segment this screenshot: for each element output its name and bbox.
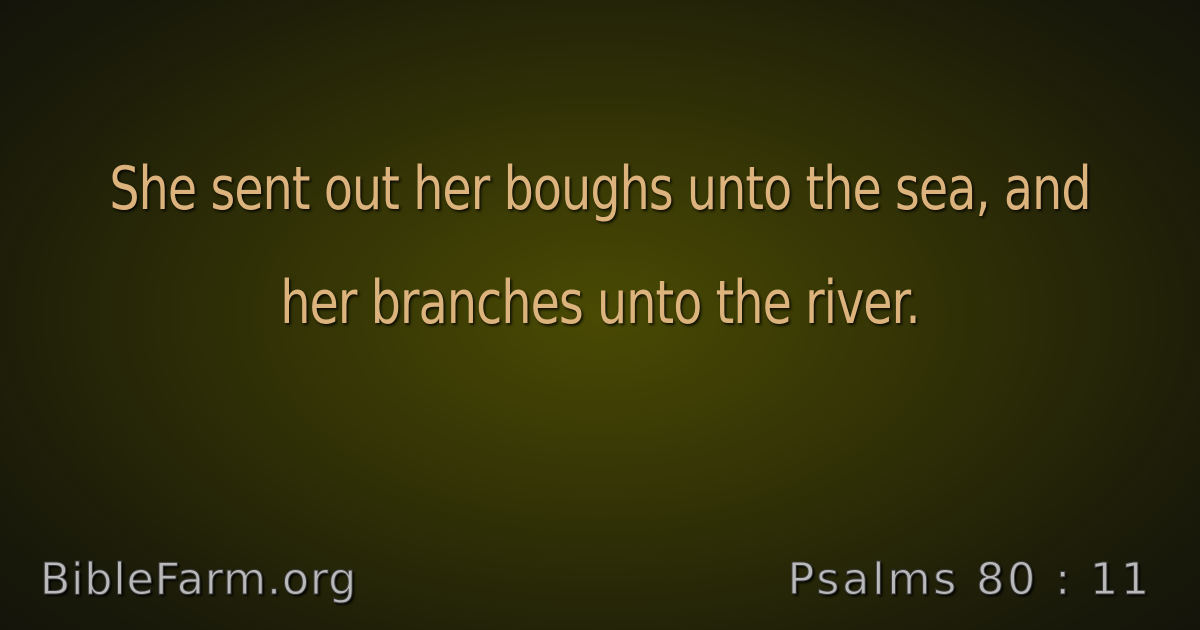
verse-text: She sent out her boughs unto the sea, and her branches unto the river. — [109, 154, 1091, 338]
verse-reference: Psalms 80 : 11 — [787, 554, 1152, 605]
site-name: BibleFarm.org — [40, 554, 358, 605]
